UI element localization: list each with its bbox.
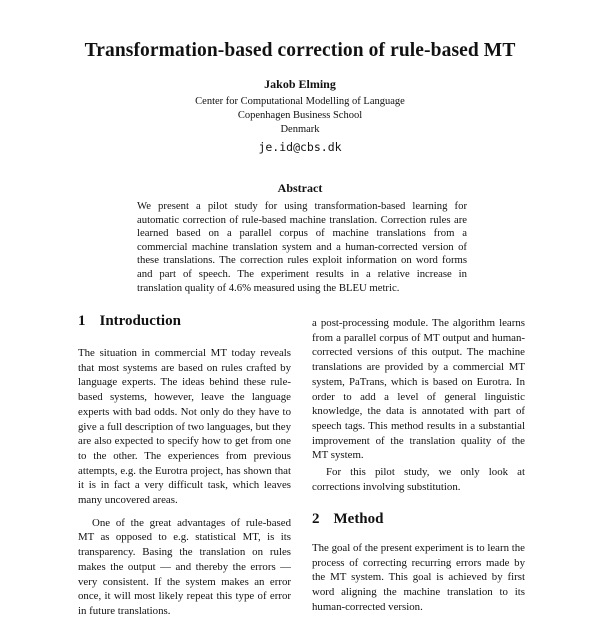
abstract-text: We present a pilot study for using transformation-based learning for automatic correction of rule-based machine translation. Correction rules are learned based on a parallel corpus of machine translations from a commercial machine translation system and a human-corrected version of these translations. The correction rules exploit information on word forms and part of speech. The experiment results in a relative increase in translation quality of 4.6% measured using the BLEU metric. [137, 200, 467, 294]
affiliation-line: Denmark [280, 124, 320, 135]
paragraph: The goal of the present experiment is to learn the process of correcting recurring errors made by the MT system. This goal is achieved by first word aligning the machine translation to its human-corrected version. [312, 542, 525, 613]
section-number: 1 [78, 313, 86, 329]
right-column [312, 316, 525, 494]
section-heading-method [312, 511, 525, 528]
affiliation-line: Copenhagen Business School [237, 110, 363, 121]
section-title: Introduction [99, 313, 181, 329]
left-column [78, 346, 291, 619]
method-text [312, 541, 525, 615]
paragraph: One of the great advantages of rule-based MT as opposed to e.g. statistical MT, is its transparency. Basing the translation on rules makes the output — and thereby the errors — very consistent. If the system makes an error once, it will most likely repeat this type of error in future translations. [78, 516, 291, 617]
author-email: je.id@cbs.dk [258, 140, 342, 154]
section-number: 2 [312, 511, 320, 527]
abstract-heading: Abstract [277, 181, 323, 195]
author-name: Jakob Elming [264, 77, 336, 91]
paragraph: a post-processing module. The algorithm learns from a parallel corpus of MT output and human-corrected versions of this output. The machine translations are provided by a commercial MT system, PaTrans, which is based on Eurotra. In order to add a level of general linguistic knowledge, the data is annotated with part of speech tags. This method results in a substantial improvement of the translation quality of the MT system. [312, 317, 525, 462]
paper-title: Transformation-based correction of rule-based MT [84, 40, 516, 61]
paragraph: The situation in commercial MT today reveals that most systems are based on rules crafted by language experts. The ideas behind these rule-based systems, however, leave the language experts with bad odds. Not only do they have to give a full description of two languages, but they are also expected to specify how to get from one to the other. The experiences from previous attempts, e.g. the Eurotra project, has shown that it is in fact a very difficult task, which leaves many uncovered areas. [78, 347, 291, 507]
affiliation-line: Center for Computational Modelling of Language [195, 96, 405, 107]
paragraph: For this pilot study, we only look at corrections involving substitution. [312, 466, 525, 493]
section-heading-introduction [78, 313, 298, 330]
section-title: Method [333, 511, 384, 527]
